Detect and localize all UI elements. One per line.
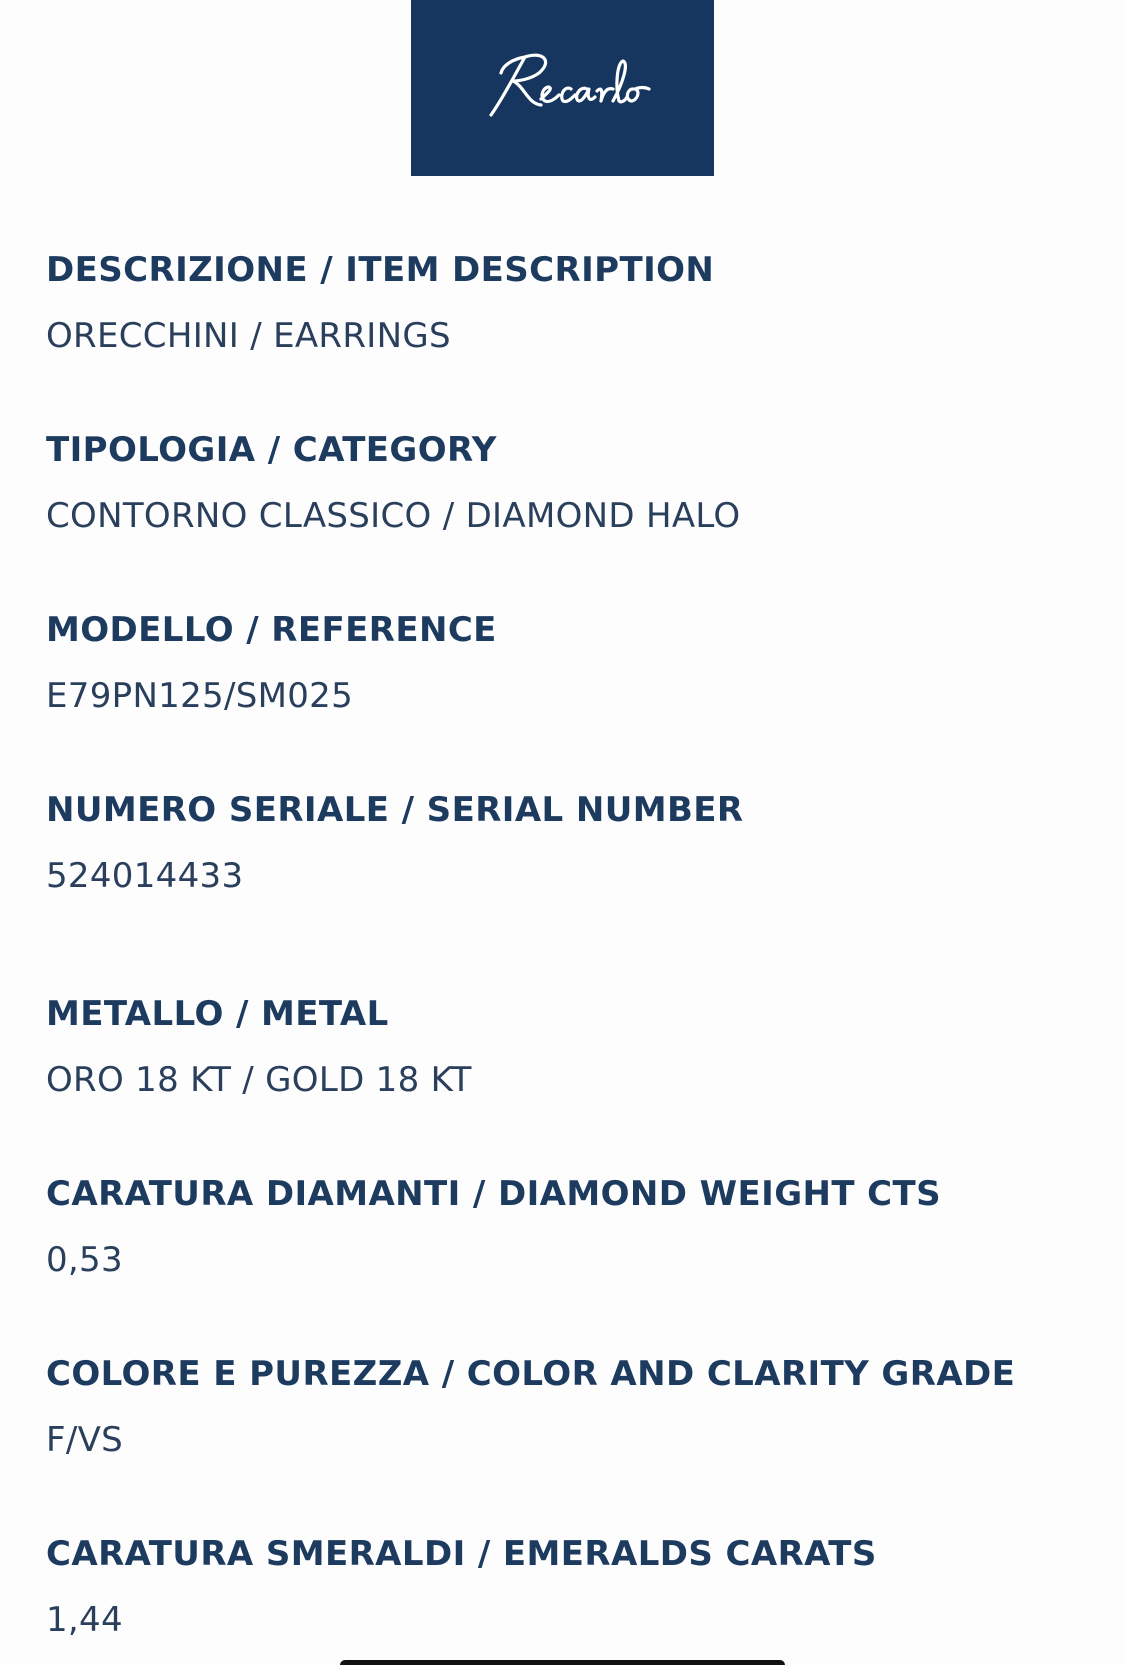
field-category	[46, 430, 1086, 536]
field-value: ORECCHINI / EARRINGS	[46, 316, 451, 356]
field-label: DESCRIZIONE / ITEM DESCRIPTION	[46, 250, 715, 290]
field-metal	[46, 994, 1086, 1100]
field-label: CARATURA DIAMANTI / DIAMOND WEIGHT CTS	[46, 1174, 942, 1214]
brand-logo-box	[411, 0, 714, 176]
recarlo-logo	[473, 43, 653, 133]
field-value: CONTORNO CLASSICO / DIAMOND HALO	[46, 496, 741, 536]
field-label: MODELLO / REFERENCE	[46, 610, 497, 650]
field-item-description	[46, 250, 1086, 356]
field-serial-number	[46, 790, 1086, 896]
field-emeralds-carats	[46, 1534, 1086, 1640]
field-color-clarity	[46, 1354, 1086, 1460]
home-indicator[interactable]	[340, 1660, 785, 1665]
field-value: E79PN125/SM025	[46, 676, 354, 716]
field-reference	[46, 610, 1086, 716]
field-value: ORO 18 KT / GOLD 18 KT	[46, 1060, 472, 1100]
field-label: COLORE E PUREZZA / COLOR AND CLARITY GRADE	[46, 1354, 1016, 1394]
field-value: 0,53	[46, 1240, 123, 1280]
field-value: F/VS	[46, 1420, 124, 1460]
field-value: 524014433	[46, 856, 244, 896]
field-label: TIPOLOGIA / CATEGORY	[46, 430, 497, 470]
field-value: 1,44	[46, 1600, 123, 1640]
field-diamond-weight	[46, 1174, 1086, 1280]
field-label: NUMERO SERIALE / SERIAL NUMBER	[46, 790, 744, 830]
field-label: CARATURA SMERALDI / EMERALDS CARATS	[46, 1534, 877, 1574]
field-label: METALLO / METAL	[46, 994, 389, 1034]
